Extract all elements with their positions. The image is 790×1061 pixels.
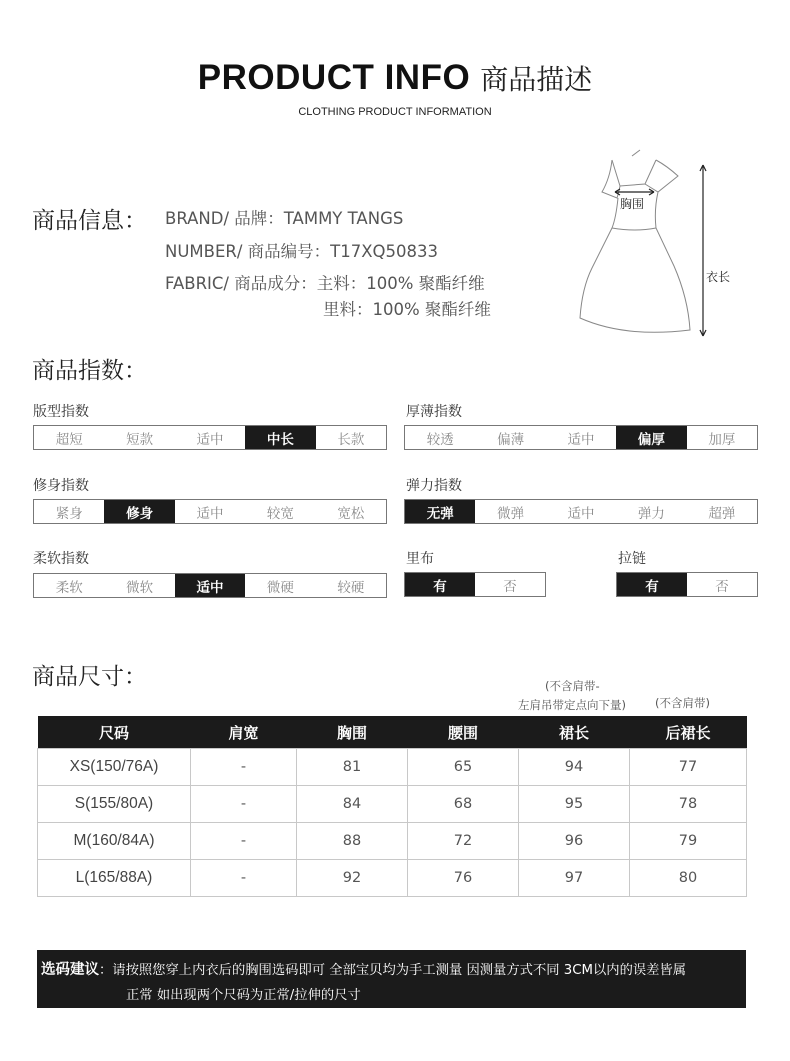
skirt-length-cell: 95 <box>519 786 630 823</box>
product-size-title: 商品尺寸： <box>32 664 147 690</box>
lining-index-label: 里布 <box>406 551 434 567</box>
waist-cell: 76 <box>408 860 519 897</box>
chest-cell: 88 <box>297 823 408 860</box>
version-index-bar <box>33 425 387 450</box>
thickness-index-bar <box>404 425 758 450</box>
size-cell: L(165/88A) <box>38 860 191 897</box>
size-cell: M(160/84A) <box>38 823 191 860</box>
skirt-length-cell: 97 <box>519 860 630 897</box>
back-length-cell: 77 <box>630 749 747 786</box>
index-option: 中长 <box>245 426 315 449</box>
brand-line: BRAND/ 品牌：TAMMY TANGS <box>165 209 404 228</box>
fit-index-label: 修身指数 <box>33 478 89 494</box>
size-cell: XS(150/76A) <box>38 749 191 786</box>
zipper-index-bar <box>616 572 758 597</box>
size-cell: S(155/80A) <box>38 786 191 823</box>
softness-index-bar <box>33 573 387 598</box>
waist-cell: 68 <box>408 786 519 823</box>
index-option: 适中 <box>196 431 224 448</box>
waist-cell: 65 <box>408 749 519 786</box>
product-index-title: 商品指数： <box>32 358 147 384</box>
index-option: 较硬 <box>337 579 365 596</box>
title-english: PRODUCT INFO <box>197 58 471 97</box>
skirt-length-note-line1: (不含肩带- <box>545 679 600 693</box>
size-advice-label: 选码建议 <box>41 962 99 978</box>
length-label: 衣长 <box>706 270 731 284</box>
index-option: 无弹 <box>405 500 475 523</box>
index-option: 有 <box>617 573 687 596</box>
dress-diagram <box>570 148 750 343</box>
chest-cell: 84 <box>297 786 408 823</box>
chest-label: 胸围 <box>620 197 645 211</box>
index-option: 超弹 <box>708 505 736 522</box>
back-length-note: (不含肩带) <box>655 696 710 710</box>
page-title <box>0 58 790 98</box>
size-advice-text: ：请按照您穿上内衣后的胸围选码即可 全部宝贝均为手工测量 因测量方式不同 3CM以内的误差皆属 <box>99 963 687 978</box>
index-option: 偏薄 <box>497 431 525 448</box>
table-row <box>38 786 747 823</box>
index-option: 微软 <box>126 579 154 596</box>
index-option: 有 <box>405 573 475 596</box>
table-row <box>38 860 747 897</box>
index-option: 适中 <box>175 574 245 597</box>
waist-cell: 72 <box>408 823 519 860</box>
skirt-length-cell: 96 <box>519 823 630 860</box>
lining-index-bar <box>404 572 546 597</box>
index-option: 紧身 <box>55 505 83 522</box>
index-option: 修身 <box>104 500 174 523</box>
shoulder-cell: - <box>191 860 297 897</box>
title-chinese: 商品描述 <box>480 63 593 96</box>
index-option: 适中 <box>567 431 595 448</box>
column-header: 尺码 <box>38 716 191 749</box>
index-option: 宽松 <box>337 505 365 522</box>
elastic-index-label: 弹力指数 <box>406 478 462 494</box>
size-table <box>37 716 747 897</box>
version-index-label: 版型指数 <box>33 404 89 420</box>
column-header: 胸围 <box>297 716 408 749</box>
thickness-index-label: 厚薄指数 <box>406 404 462 420</box>
chest-cell: 92 <box>297 860 408 897</box>
fit-index-bar <box>33 499 387 524</box>
fabric-line: FABRIC/ 商品成分：主料：100% 聚酯纤维 <box>165 274 485 293</box>
index-option: 微硬 <box>266 579 294 596</box>
softness-index-label: 柔软指数 <box>33 551 89 567</box>
index-option: 较透 <box>426 431 454 448</box>
shoulder-cell: - <box>191 823 297 860</box>
elastic-index-bar <box>404 499 758 524</box>
index-option: 否 <box>715 578 729 595</box>
skirt-length-note-line2: 左肩吊带定点向下量) <box>518 698 626 712</box>
column-header: 腰围 <box>408 716 519 749</box>
zipper-index-label: 拉链 <box>618 551 646 567</box>
column-header: 后裙长 <box>630 716 747 749</box>
index-option: 适中 <box>567 505 595 522</box>
index-option: 超短 <box>55 431 83 448</box>
size-advice-line1 <box>41 958 746 983</box>
index-option: 偏厚 <box>616 426 686 449</box>
shoulder-cell: - <box>191 786 297 823</box>
size-advice-line2: 正常 如出现两个尺码为正常/拉伸的尺寸 <box>126 988 361 1003</box>
lining-line: 里料：100% 聚酯纤维 <box>323 300 491 319</box>
index-option: 柔软 <box>55 579 83 596</box>
skirt-length-cell: 94 <box>519 749 630 786</box>
back-length-cell: 78 <box>630 786 747 823</box>
index-option: 适中 <box>196 505 224 522</box>
index-option: 微弹 <box>497 505 525 522</box>
shoulder-cell: - <box>191 749 297 786</box>
index-option: 较宽 <box>266 505 294 522</box>
index-option: 短款 <box>126 431 154 448</box>
column-header: 裙长 <box>519 716 630 749</box>
size-advice-box <box>37 950 746 1008</box>
table-row <box>38 823 747 860</box>
index-option: 否 <box>503 578 517 595</box>
product-info-title: 商品信息： <box>32 208 147 234</box>
index-option: 加厚 <box>708 431 736 448</box>
back-length-cell: 79 <box>630 823 747 860</box>
index-option: 弹力 <box>637 505 665 522</box>
number-line: NUMBER/ 商品编号：T17XQ50833 <box>165 242 439 261</box>
size-table-header <box>38 716 747 749</box>
table-row <box>38 749 747 786</box>
index-option: 长款 <box>337 431 365 448</box>
column-header: 肩宽 <box>191 716 297 749</box>
back-length-cell: 80 <box>630 860 747 897</box>
page-subtitle: CLOTHING PRODUCT INFORMATION <box>298 106 492 118</box>
chest-cell: 81 <box>297 749 408 786</box>
